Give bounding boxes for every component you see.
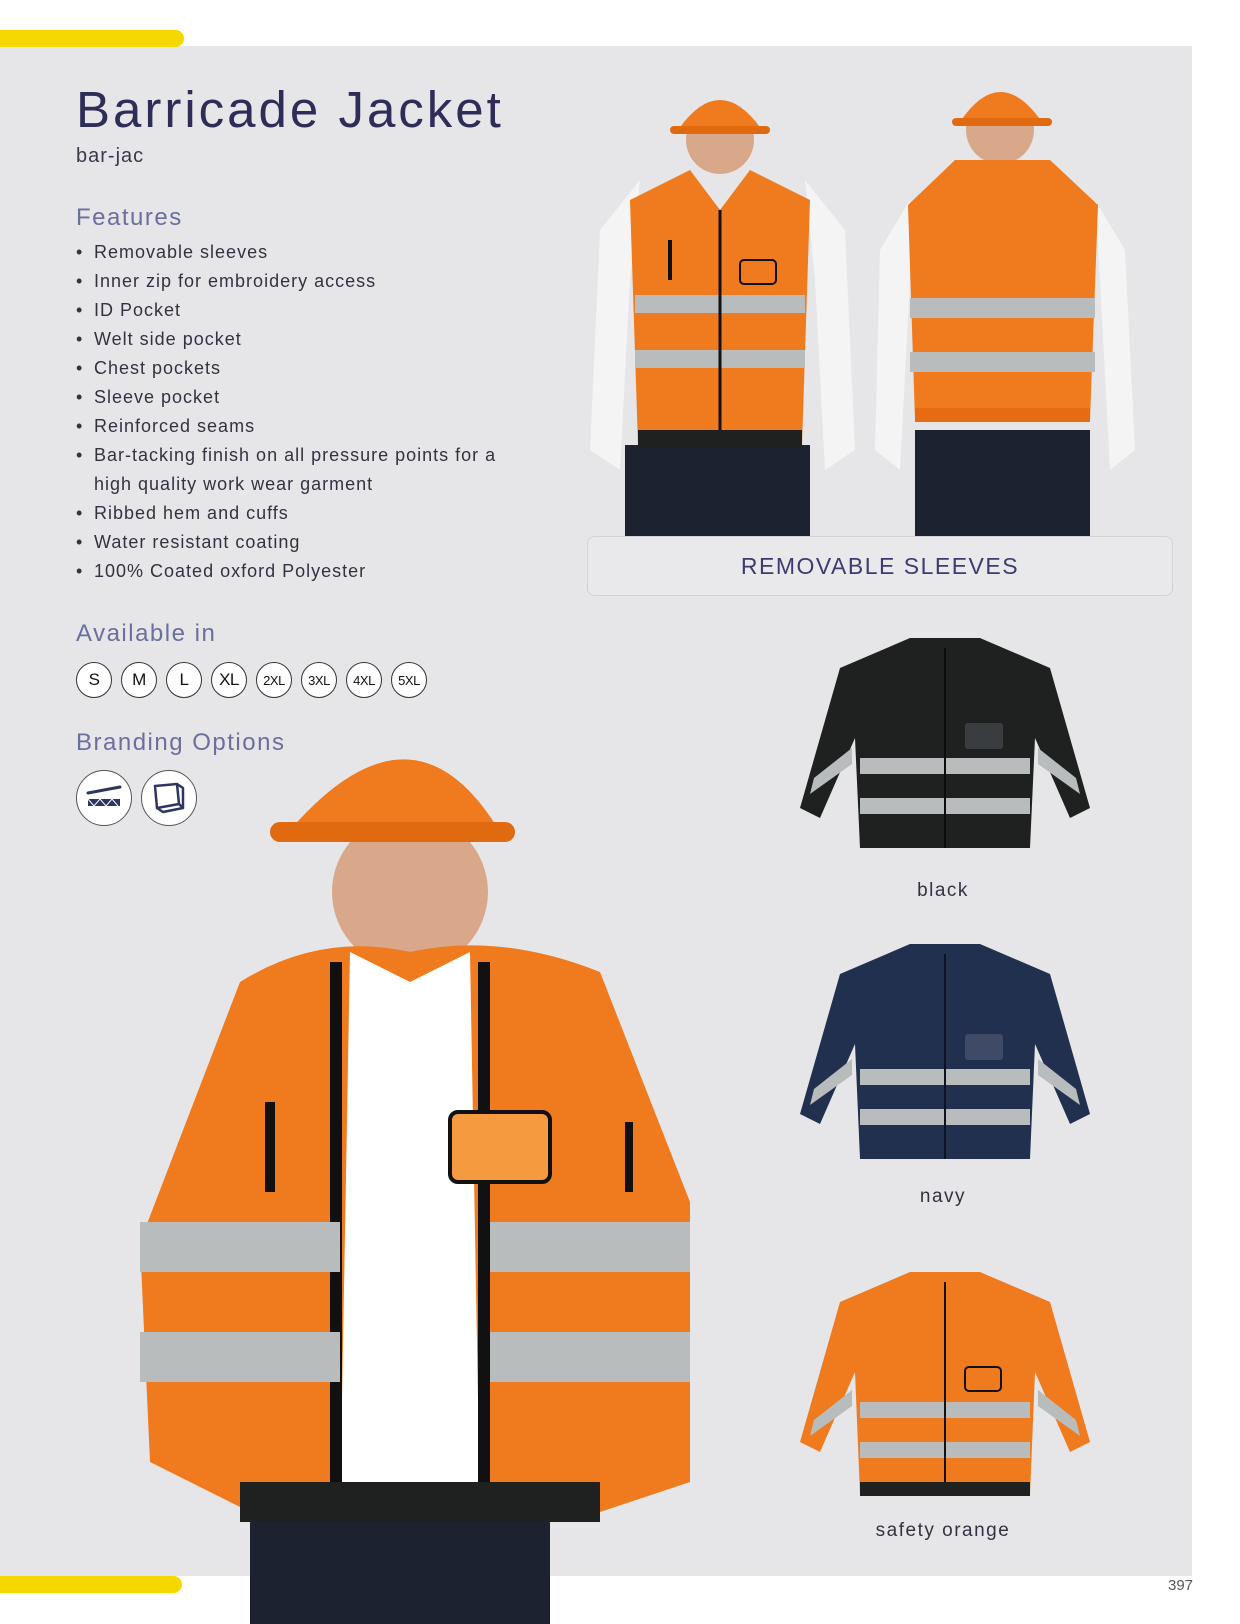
size-badge-l: L [166,662,202,698]
features-heading: Features [76,204,183,231]
vest-back-photo [870,60,1140,536]
size-badge-5xl: 5XL [391,662,427,698]
page-number: 397 [1168,1577,1194,1594]
sizes-heading: Available in [76,620,217,647]
jacket-navy-photo [780,934,1110,1182]
jacket-safety-orange-photo [780,1262,1110,1514]
feature-item: • ID Pocket [76,296,536,325]
size-badge-4xl: 4XL [346,662,382,698]
vest-front-photo [580,60,865,536]
size-badge-2xl: 2XL [256,662,292,698]
model-orange-jacket-photo [130,722,720,1624]
size-list [76,662,427,698]
product-title: Barricade Jacket [76,81,504,138]
feature-item: • Sleeve pocket [76,383,536,412]
size-badge-3xl: 3XL [301,662,337,698]
feature-item: • Removable sleeves [76,238,536,267]
size-badge-m: M [121,662,157,698]
accent-bar-top [0,30,184,47]
colour-label-safety-orange: safety orange [875,1520,1011,1541]
colour-label-black: black [917,880,969,901]
feature-item: • Bar-tacking finish on all pressure points for a high quality work wear garment [76,441,536,499]
jacket-black-photo [780,628,1110,873]
colour-label-navy: navy [919,1186,967,1207]
branding-heading: Branding Options [76,729,286,756]
removable-sleeves-caption: REMOVABLE SLEEVES [587,536,1173,596]
feature-item: • Inner zip for embroidery access [76,267,536,296]
feature-item: • Chest pockets [76,354,536,383]
product-code: bar-jac [76,145,145,167]
embroidery-icon [76,770,132,826]
feature-item: • Welt side pocket [76,325,536,354]
feature-item: • Water resistant coating [76,528,536,557]
size-badge-xl: XL [211,662,247,698]
feature-item: • Ribbed hem and cuffs [76,499,536,528]
features-list [76,238,536,586]
feature-item: • 100% Coated oxford Polyester [76,557,536,586]
feature-item: • Reinforced seams [76,412,536,441]
size-badge-s: S [76,662,112,698]
